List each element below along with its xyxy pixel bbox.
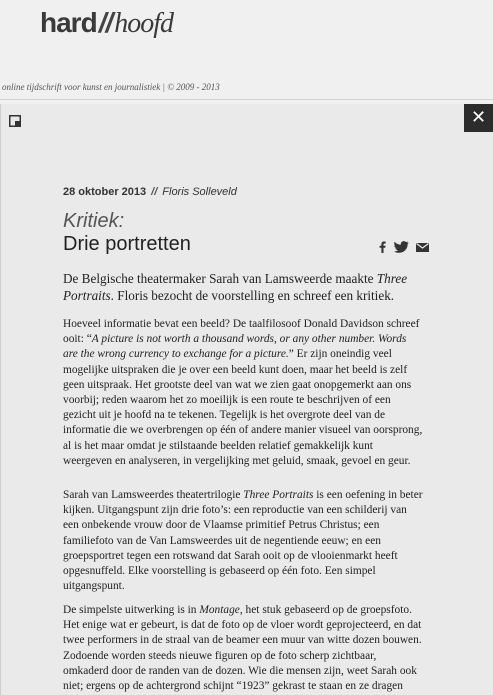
- site-logo[interactable]: hard//hoofd: [40, 7, 174, 39]
- facebook-icon[interactable]: [379, 241, 386, 253]
- article-lead: De Belgische theatermaker Sarah van Lamsweerde maakte Three Portraits. Floris bezocht de voorstelling en schreef een kritiek.: [63, 271, 408, 303]
- article-paragraph: De simpelste uitwerking is in Montage, het stuk gebaseerd op de groepsfoto. Het enige wat er gebeurt, is dat de foto op de vloer wordt geprojecteerd, en dat twee performers in de straal van de beamer een muur van witte dozen bouwen. Zodoende worden steeds nieuwe figuren op de foto scherp zichtbaar, omkaderd door de randen van de dozen. Wie die mensen zijn, weet Sarah ook niet; ergens op de achtergrond schijnt “1923” gekrast te staan en ze dragen: [63, 604, 422, 693]
- article-meta: [63, 186, 237, 198]
- article-kicker: Kritiek:: [63, 210, 125, 232]
- site-tagline: online tijdschrift voor kunst en journalistiek | © 2009 - 2013: [2, 82, 220, 92]
- article-date: 28 oktober 2013: [63, 186, 147, 198]
- article-paragraph: Sarah van Lamsweerdes theatertrilogie Three Portraits is een oefening in beter kijken. Uitgangspunt zijn drie foto’s: een reproductie van een schilderij van een onbekende vrouw door de Vlaamse primitief Petrus Christus; een familiefoto van de Van Lamsweerdes uit de negentiende eeuw; en een groepsportret tegen een rotswand dat Sarah ooit op de vlooienmarkt heeft opgesnuffeld. Elke voorstelling is gebaseerd op één foto. Een simpel uitgangspunt.: [63, 489, 423, 593]
- article-author[interactable]: Floris Solleveld: [162, 186, 237, 198]
- mail-icon[interactable]: [416, 241, 429, 253]
- article-title: Drie portretten: [63, 233, 191, 255]
- meta-separator: //: [151, 186, 158, 198]
- logo-separator: //: [98, 7, 113, 38]
- header-divider: [0, 99, 493, 100]
- article-paragraph: Hoeveel informatie bevat een beeld? De taalfilosoof Donald Davidson schreef ooit: “A picture is not worth a thousand words, or any other number. Words are the wrong currency to exchange for a picture.” Er zijn oneindig veel mogelijke uitspraken die je over een beeld kunt doen, maar het beeld is zelf geen uitspraak. Het grootste deel van wat we zien gaat onopgemerkt aan ons voorbij; reden waarom het zo moeilijk is een route te beschrijven of een gezicht uit je hoofd na te tekenen. Tegelijk is het overgrote deel van de informatie die we overbrengen op één of andere manier visueel van oorsprong, al is het maar omdat je stilstaande beelden relatief gemakkelijk kunt weergeven en analyseren, in vergelijking met geluid, smaak, gevoel en geur.: [63, 318, 423, 467]
- twitter-icon[interactable]: [394, 241, 409, 253]
- close-button[interactable]: ✕: [464, 104, 493, 132]
- page-icon[interactable]: [9, 115, 21, 127]
